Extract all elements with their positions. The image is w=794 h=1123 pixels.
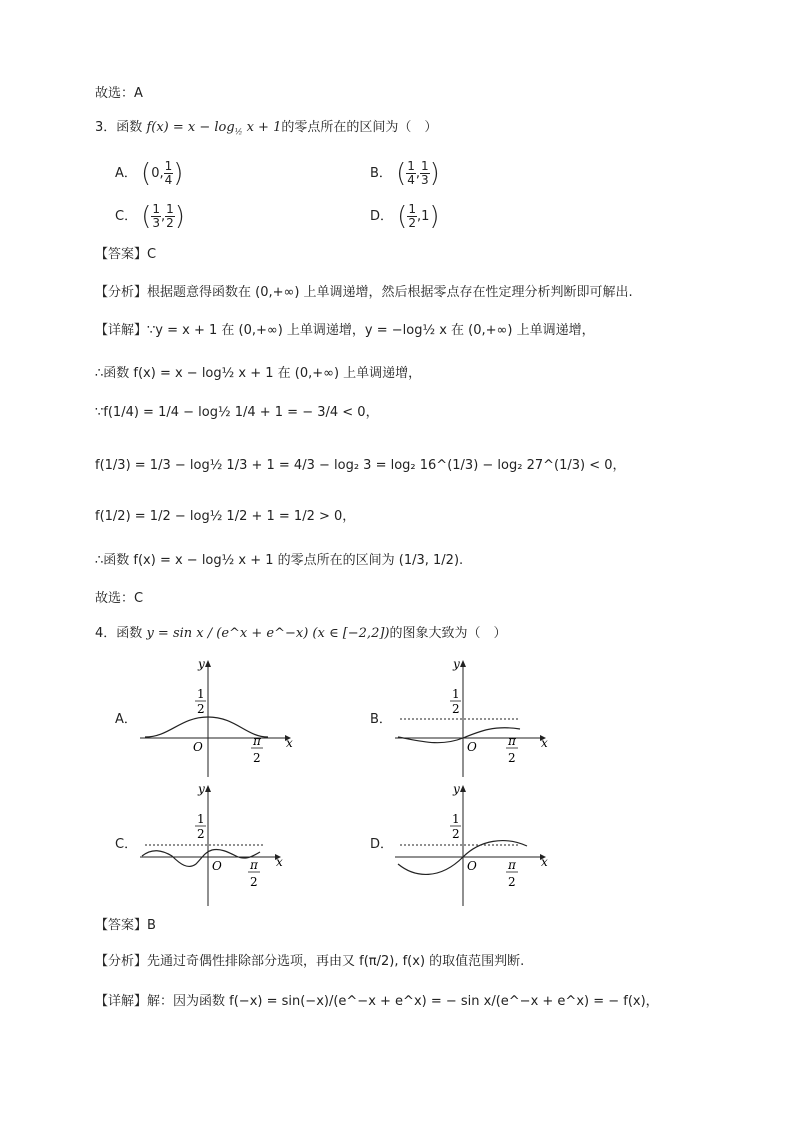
half-num: 1 — [452, 687, 460, 701]
origin-label: O — [467, 859, 477, 873]
option-value: 1 — [421, 209, 430, 224]
detail-tag: 【详解】 — [95, 323, 148, 338]
pi-num: π — [508, 858, 516, 872]
q3-option-b: B． ( $\frac{1}{4}$ , $\frac{1}{3}$ ) — [370, 158, 440, 189]
y-axis-arrow — [460, 785, 466, 792]
detail-tag: 【详解】 — [95, 994, 148, 1009]
y-axis-arrow — [460, 660, 466, 667]
y-label: y — [198, 782, 205, 796]
x-label: x — [541, 736, 548, 750]
y-axis-arrow — [205, 785, 211, 792]
q3-detail-3: ∵f(1/4) = 1/4 − log½ 1/4 + 1 = − 3/4 < 0， — [95, 405, 379, 420]
graph-d — [395, 780, 555, 908]
q3-formula: f(x) = x − log — [146, 120, 235, 135]
q3-prefix: 函数 — [116, 120, 143, 135]
half-den: 2 — [197, 702, 205, 716]
pi-den: 2 — [508, 875, 516, 889]
half-den: 2 — [197, 827, 205, 841]
q4-number: 4． — [95, 626, 117, 641]
graph-label-b: B． — [370, 712, 392, 727]
q3-number: 3． — [95, 120, 117, 135]
option-label: C． — [115, 209, 138, 224]
graph-label-d: D． — [370, 837, 394, 852]
q4-prefix: 函数 — [116, 626, 143, 641]
option-label: D． — [370, 209, 394, 224]
frac-den: 4 — [164, 173, 173, 187]
half-num: 1 — [197, 812, 205, 826]
y-label: y — [453, 657, 460, 671]
q3-suffix: 的零点所在的区间为（ ） — [281, 120, 438, 135]
graph-c — [140, 780, 300, 908]
q4-analysis — [95, 952, 524, 972]
analysis-tag: 【分析】 — [95, 954, 148, 969]
curve — [398, 728, 520, 743]
q4-answer — [95, 916, 156, 936]
q3-detail-5: f(1/2) = 1/2 − log½ 1/2 + 1 = 1/2 > 0， — [95, 509, 356, 524]
previous-answer: 故选：A — [95, 86, 143, 101]
q4-formula: y = sin x / (e^x + e^−x) (x ∈ [−2,2]) — [146, 626, 390, 641]
q3-stem: 3．函数 $f(x) = x - \log_{\frac{1}{2}} x + 1$的零点所在的区间为（ ） — [95, 120, 438, 137]
answer-tag: 【答案】 — [95, 918, 148, 933]
q4-detail-1 — [95, 992, 659, 1012]
graph-label-a: A． — [115, 712, 137, 727]
frac-den: 3 — [152, 216, 161, 230]
frac-den: 2 — [408, 216, 416, 230]
pi-num: π — [250, 858, 258, 872]
q3-final: 故选：C — [95, 591, 144, 606]
pi-num: π — [508, 734, 516, 748]
q3-detail-6: ∴函数 f(x) = x − log½ x + 1 的零点所在的区间为 (1/3, 1/2). — [95, 553, 464, 568]
q4-suffix: 的图象大致为（ ） — [389, 626, 507, 641]
detail-text: ∵y = x + 1 在 (0,+∞) 上单调递增，y = −log½ x 在 (0,+∞) 上单调递增， — [147, 323, 595, 338]
q3-detail-2: ∴函数 f(x) = x − log½ x + 1 在 (0,+∞) 上单调递增， — [95, 366, 422, 381]
q3-answer — [95, 245, 156, 265]
x-label: x — [541, 855, 548, 869]
frac-num: 1 — [164, 159, 173, 173]
frac-den: 2 — [166, 216, 174, 230]
graph-b — [395, 655, 555, 780]
origin-label: O — [212, 859, 222, 873]
q3-detail-4: f(1/3) = 1/3 − log½ 1/3 + 1 = 4/3 − log₂ 3 = log₂ 16^(1/3) − log₂ 27^(1/3) < 0， — [95, 458, 626, 473]
half-num: 1 — [452, 812, 460, 826]
option-label: A． — [115, 166, 137, 181]
frac-num: 1 — [421, 159, 429, 173]
y-label: y — [453, 782, 460, 796]
option-label: B． — [370, 166, 392, 181]
x-label: x — [286, 736, 293, 750]
q3-option-a: A． (0, $\frac{1}{4}$ ) — [115, 158, 184, 189]
half-num: 1 — [197, 687, 205, 701]
q3-option-d: D． ( $\frac{1}{2}$ ,1) — [370, 201, 440, 232]
frac-num: 1 — [152, 202, 161, 216]
pi-num: π — [253, 734, 261, 748]
analysis-tag: 【分析】 — [95, 285, 148, 300]
analysis-text: 先通过奇偶性排除部分选项，再由又 f(π/2), f(x) 的取值范围判断. — [147, 954, 525, 969]
curve — [142, 849, 260, 866]
q4-stem — [95, 624, 507, 644]
option-value: 0 — [151, 166, 160, 181]
half-den: 2 — [452, 827, 460, 841]
graph-label-c: C． — [115, 837, 138, 852]
q3-formula-tail: x + 1 — [246, 120, 282, 135]
pi-den: 2 — [253, 751, 261, 765]
graph-a — [140, 655, 300, 780]
q3-analysis — [95, 283, 633, 303]
y-label: y — [198, 657, 205, 671]
answer-value: B — [147, 918, 156, 933]
origin-label: O — [193, 740, 203, 754]
frac-den: 3 — [421, 173, 429, 187]
pi-den: 2 — [508, 751, 516, 765]
pi-den: 2 — [250, 875, 258, 889]
y-axis-arrow — [205, 660, 211, 667]
curve — [145, 717, 268, 737]
answer-tag: 【答案】 — [95, 247, 148, 262]
half-den: 2 — [452, 702, 460, 716]
q3-option-c: C． ( $\frac{1}{3}$ , $\frac{1}{2}$ ) — [115, 201, 185, 232]
detail-text: 解：因为函数 f(−x) = sin(−x)/(e^−x + e^x) = − sin x/(e^−x + e^x) = − f(x)， — [147, 994, 659, 1009]
q3-detail-1 — [95, 321, 595, 341]
origin-label: O — [467, 740, 477, 754]
frac-num: 1 — [408, 202, 416, 216]
x-label: x — [276, 855, 283, 869]
analysis-text: 根据题意得函数在 (0,+∞) 上单调递增，然后根据零点存在性定理分析判断即可解出. — [147, 285, 633, 300]
frac-num: 1 — [166, 202, 174, 216]
answer-value: C — [147, 247, 157, 262]
frac-den: 4 — [407, 173, 415, 187]
frac-num: 1 — [407, 159, 415, 173]
